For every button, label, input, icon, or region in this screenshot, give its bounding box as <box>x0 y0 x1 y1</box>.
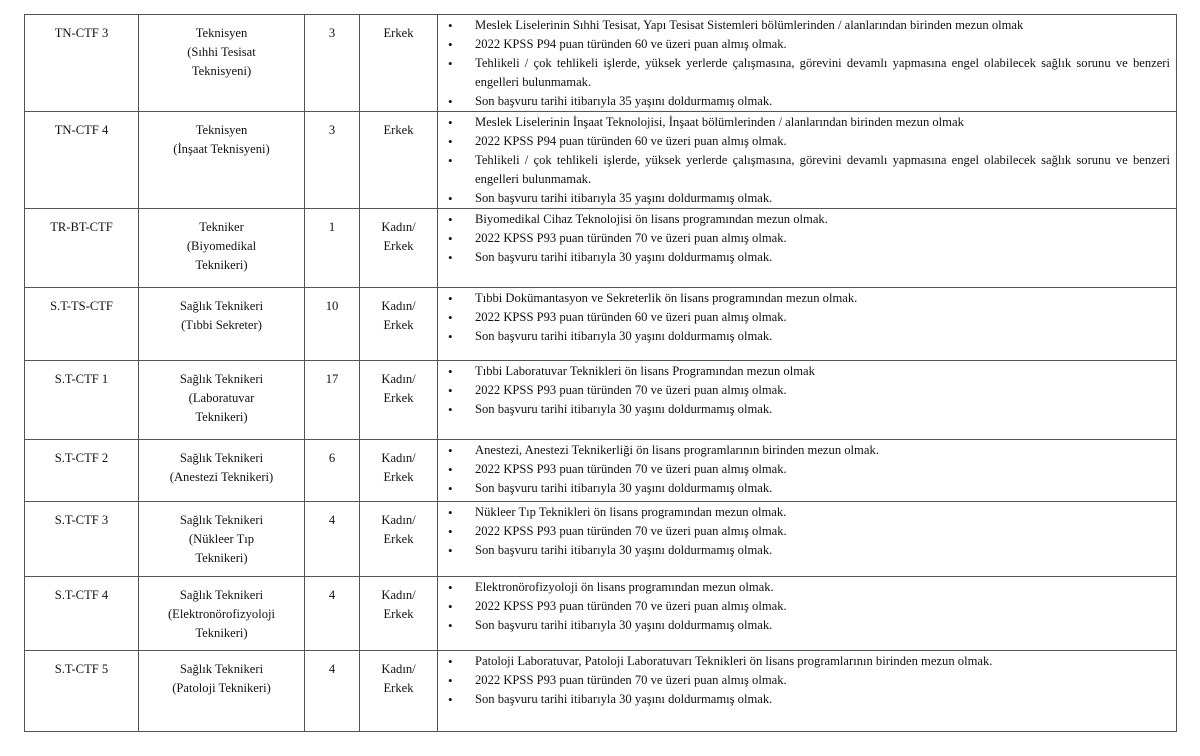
requirement-item: • Anestezi, Anestezi Teknikerliği ön lisans programlarının birinden mezun olmak. <box>438 441 1170 460</box>
requirement-item: • 2022 KPSS P93 puan türünden 70 ve üzeri puan almış olmak. <box>438 597 1170 616</box>
table-row <box>25 577 1177 651</box>
title-line: Sağlık Teknikeri <box>179 513 264 527</box>
position-title <box>139 651 305 732</box>
position-count: 4 <box>305 651 360 732</box>
gender-line: Erkek <box>383 391 414 405</box>
position-count: 1 <box>305 209 360 288</box>
title-line: Teknisyen <box>195 26 248 40</box>
title-line: Teknikeri) <box>195 626 248 640</box>
title-line: Tekniker <box>199 220 244 234</box>
title-line: (Sıhhi Tesisat <box>187 45 256 59</box>
title-line: Teknisyeni) <box>191 64 252 78</box>
position-title <box>139 361 305 440</box>
requirement-item: • Son başvuru tarihi itibarıyla 30 yaşını doldurmamış olmak. <box>438 400 1170 419</box>
position-requirements <box>438 577 1177 651</box>
position-requirements <box>438 288 1177 361</box>
position-count: 10 <box>305 288 360 361</box>
title-line: (Laboratuvar <box>188 391 255 405</box>
gender-line: Erkek <box>383 470 414 484</box>
gender-line: Erkek <box>383 681 414 695</box>
title-line: Sağlık Teknikeri <box>179 662 264 676</box>
position-requirements <box>438 209 1177 288</box>
requirement-item: • 2022 KPSS P93 puan türünden 70 ve üzeri puan almış olmak. <box>438 460 1170 479</box>
requirement-item: • 2022 KPSS P94 puan türünden 60 ve üzeri puan almış olmak. <box>438 35 1170 54</box>
requirement-item: • Son başvuru tarihi itibarıyla 30 yaşını doldurmamış olmak. <box>438 616 1170 635</box>
requirement-item: • 2022 KPSS P93 puan türünden 60 ve üzeri puan almış olmak. <box>438 308 1170 327</box>
position-gender <box>360 361 438 440</box>
requirement-item: • Nükleer Tıp Teknikleri ön lisans programından mezun olmak. <box>438 503 1170 522</box>
position-code: TR-BT-CTF <box>25 209 139 288</box>
title-line: Sağlık Teknikeri <box>179 451 264 465</box>
title-line: (Elektronörofizyoloji <box>167 607 276 621</box>
title-line: Sağlık Teknikeri <box>179 588 264 602</box>
position-title <box>139 288 305 361</box>
requirements-list <box>438 113 1170 208</box>
requirement-item: • Son başvuru tarihi itibarıyla 30 yaşını doldurmamış olmak. <box>438 479 1170 498</box>
position-title <box>139 577 305 651</box>
requirement-item: • Son başvuru tarihi itibarıyla 30 yaşını doldurmamış olmak. <box>438 327 1170 346</box>
title-line: (Anestezi Teknikeri) <box>169 470 274 484</box>
position-count: 6 <box>305 440 360 502</box>
gender-line: Kadın/ <box>381 372 416 386</box>
position-title <box>139 112 305 209</box>
gender-line: Erkek <box>383 239 414 253</box>
table-row <box>25 440 1177 502</box>
table-row <box>25 209 1177 288</box>
position-gender <box>360 577 438 651</box>
position-requirements <box>438 651 1177 732</box>
gender-line: Erkek <box>383 532 414 546</box>
gender-line: Erkek <box>383 123 414 137</box>
position-count: 3 <box>305 112 360 209</box>
requirements-list <box>438 578 1170 635</box>
requirement-item: • Meslek Liselerinin Sıhhi Tesisat, Yapı Tesisat Sistemleri bölümlerinden / alanlarından birinden mezun olmak <box>438 16 1170 35</box>
requirements-list <box>438 652 1170 709</box>
requirement-item: • Son başvuru tarihi itibarıyla 30 yaşını doldurmamış olmak. <box>438 248 1170 267</box>
position-code: S.T-CTF 3 <box>25 502 139 577</box>
title-line: (Patoloji Teknikeri) <box>172 681 271 695</box>
gender-line: Kadın/ <box>381 662 416 676</box>
document-page <box>24 14 1176 732</box>
position-count: 17 <box>305 361 360 440</box>
position-title <box>139 440 305 502</box>
requirement-item: • Son başvuru tarihi itibarıyla 30 yaşını doldurmamış olmak. <box>438 690 1170 709</box>
position-gender <box>360 651 438 732</box>
position-code: S.T-TS-CTF <box>25 288 139 361</box>
requirements-list <box>438 16 1170 111</box>
requirement-item: • 2022 KPSS P93 puan türünden 70 ve üzeri puan almış olmak. <box>438 671 1170 690</box>
requirements-list <box>438 503 1170 560</box>
requirements-list <box>438 210 1170 267</box>
requirement-item: • 2022 KPSS P93 puan türünden 70 ve üzeri puan almış olmak. <box>438 381 1170 400</box>
requirement-item: • Tıbbi Dokümantasyon ve Sekreterlik ön lisans programından mezun olmak. <box>438 289 1170 308</box>
requirement-item: • Elektronörofizyoloji ön lisans programından mezun olmak. <box>438 578 1170 597</box>
position-code: TN-CTF 4 <box>25 112 139 209</box>
requirement-item: • Biyomedikal Cihaz Teknolojisi ön lisans programından mezun olmak. <box>438 210 1170 229</box>
requirement-item: • Tıbbi Laboratuvar Teknikleri ön lisans Programından mezun olmak <box>438 362 1170 381</box>
position-title <box>139 209 305 288</box>
title-line: (Nükleer Tıp <box>188 532 255 546</box>
table-row <box>25 502 1177 577</box>
position-gender <box>360 209 438 288</box>
title-line: Sağlık Teknikeri <box>179 372 264 386</box>
position-count: 4 <box>305 502 360 577</box>
position-code: S.T-CTF 4 <box>25 577 139 651</box>
position-gender <box>360 440 438 502</box>
gender-line: Erkek <box>383 26 414 40</box>
title-line: Sağlık Teknikeri <box>179 299 264 313</box>
title-line: (Biyomedikal <box>186 239 257 253</box>
gender-line: Kadın/ <box>381 451 416 465</box>
table-row <box>25 15 1177 112</box>
position-count: 3 <box>305 15 360 112</box>
table-row <box>25 288 1177 361</box>
requirements-list <box>438 362 1170 419</box>
table-row <box>25 651 1177 732</box>
gender-line: Kadın/ <box>381 588 416 602</box>
table-body <box>25 15 1177 732</box>
position-requirements <box>438 361 1177 440</box>
requirement-item: • Son başvuru tarihi itibarıyla 35 yaşını doldurmamış olmak. <box>438 92 1170 111</box>
title-line: (İnşaat Teknisyeni) <box>173 142 270 156</box>
table-row <box>25 361 1177 440</box>
requirement-item: • Meslek Liselerinin İnşaat Teknolojisi, İnşaat bölümlerinden / alanlarından birinden mezun olmak <box>438 113 1170 132</box>
requirement-item: • Patoloji Laboratuvar, Patoloji Laboratuvarı Teknikleri ön lisans programlarının birinden mezun olmak. <box>438 652 1170 671</box>
positions-table <box>24 14 1177 732</box>
gender-line: Erkek <box>383 318 414 332</box>
title-line: Teknikeri) <box>195 410 248 424</box>
position-requirements <box>438 440 1177 502</box>
position-code: TN-CTF 3 <box>25 15 139 112</box>
position-requirements <box>438 15 1177 112</box>
title-line: Teknikeri) <box>195 258 248 272</box>
position-gender <box>360 112 438 209</box>
requirement-item: • Tehlikeli / çok tehlikeli işlerde, yüksek yerlerde çalışmasına, görevini devamlı yapmasına engel olabilecek sağlık sorunu ve benzeri engelleri bulunmamak. <box>438 151 1170 189</box>
position-code: S.T-CTF 5 <box>25 651 139 732</box>
requirement-item: • Tehlikeli / çok tehlikeli işlerde, yüksek yerlerde çalışmasına, görevini devamlı yapmasına engel olabilecek sağlık sorunu ve benzeri engelleri bulunmamak. <box>438 54 1170 92</box>
position-title <box>139 502 305 577</box>
requirement-item: • Son başvuru tarihi itibarıyla 30 yaşını doldurmamış olmak. <box>438 541 1170 560</box>
title-line: Teknisyen <box>195 123 248 137</box>
requirement-item: • 2022 KPSS P94 puan türünden 60 ve üzeri puan almış olmak. <box>438 132 1170 151</box>
position-code: S.T-CTF 2 <box>25 440 139 502</box>
gender-line: Kadın/ <box>381 513 416 527</box>
requirement-item: • Son başvuru tarihi itibarıyla 35 yaşını doldurmamış olmak. <box>438 189 1170 208</box>
position-title <box>139 15 305 112</box>
gender-line: Kadın/ <box>381 299 416 313</box>
title-line: (Tıbbi Sekreter) <box>181 318 262 332</box>
position-gender <box>360 288 438 361</box>
position-gender <box>360 15 438 112</box>
requirements-list <box>438 289 1170 346</box>
gender-line: Kadın/ <box>381 220 416 234</box>
gender-line: Erkek <box>383 607 414 621</box>
requirements-list <box>438 441 1170 498</box>
title-line: Teknikeri) <box>195 551 248 565</box>
requirement-item: • 2022 KPSS P93 puan türünden 70 ve üzeri puan almış olmak. <box>438 229 1170 248</box>
position-requirements <box>438 502 1177 577</box>
position-count: 4 <box>305 577 360 651</box>
table-row <box>25 112 1177 209</box>
requirement-item: • 2022 KPSS P93 puan türünden 70 ve üzeri puan almış olmak. <box>438 522 1170 541</box>
position-code: S.T-CTF 1 <box>25 361 139 440</box>
position-gender <box>360 502 438 577</box>
position-requirements <box>438 112 1177 209</box>
